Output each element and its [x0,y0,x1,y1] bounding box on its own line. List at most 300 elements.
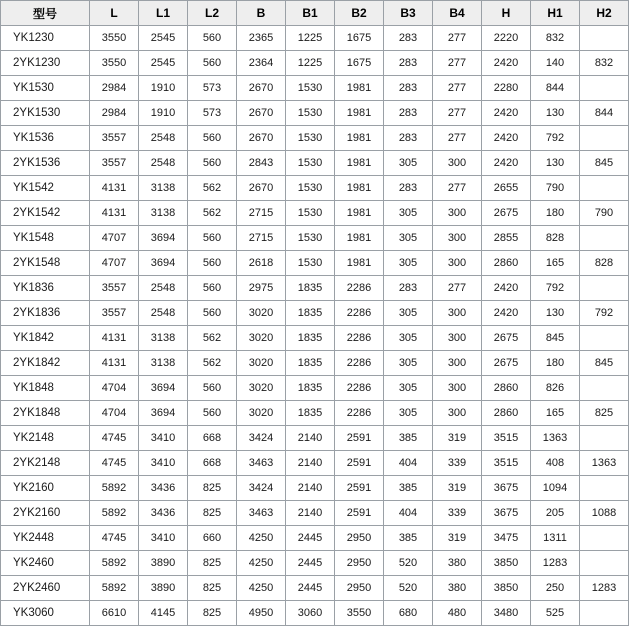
dimension-cell: 283 [384,176,433,201]
dimension-cell: 1910 [139,76,188,101]
dimension-cell: 2545 [139,51,188,76]
dimension-cell: 792 [531,126,580,151]
dimension-cell: 1981 [335,76,384,101]
dimension-cell: 1835 [286,326,335,351]
dimension-cell: 3463 [237,451,286,476]
dimension-cell: 2591 [335,451,384,476]
dimension-cell: 305 [384,151,433,176]
dimension-cell: 3850 [482,576,531,601]
dimension-cell: 2984 [90,101,139,126]
dimension-cell: 1530 [286,176,335,201]
model-name-cell: 2YK1548 [1,251,90,276]
model-name-cell: YK1536 [1,126,90,151]
dimension-cell: 828 [580,251,629,276]
dimension-cell: 305 [384,301,433,326]
model-name-cell: 2YK1230 [1,51,90,76]
table-row [1,126,629,151]
dimension-cell: 4704 [90,376,139,401]
table-row [1,576,629,601]
dimension-cell: 844 [531,76,580,101]
dimension-cell: 1981 [335,101,384,126]
dimension-cell: 2548 [139,276,188,301]
dimension-cell: 2280 [482,76,531,101]
dimension-cell: 3060 [286,601,335,626]
dimension-cell: 826 [531,376,580,401]
column-header-b4: B4 [433,1,482,26]
table-row [1,276,629,301]
dimension-cell: 562 [188,201,237,226]
dimension-cell: 1530 [286,101,335,126]
dimension-cell: 385 [384,526,433,551]
table-row [1,326,629,351]
dimension-cell: 3694 [139,226,188,251]
dimension-cell: 140 [531,51,580,76]
dimension-cell: 2286 [335,401,384,426]
dimension-cell: 2670 [237,126,286,151]
dimension-cell: 1530 [286,226,335,251]
dimension-cell: 319 [433,426,482,451]
column-header-b: B [237,1,286,26]
dimension-cell: 3480 [482,601,531,626]
dimension-cell: 560 [188,251,237,276]
dimension-cell: 4707 [90,226,139,251]
dimension-cell: 3694 [139,251,188,276]
dimension-cell: 277 [433,276,482,301]
dimension-cell: 2591 [335,501,384,526]
dimension-cell: 4131 [90,326,139,351]
dimension-cell: 380 [433,551,482,576]
table-row [1,201,629,226]
dimension-cell: 2975 [237,276,286,301]
dimension-cell: 3694 [139,401,188,426]
dimension-cell: 2420 [482,151,531,176]
dimension-cell: 305 [384,376,433,401]
dimension-cell: 3410 [139,426,188,451]
dimension-cell: 1981 [335,251,384,276]
dimension-cell: 2860 [482,251,531,276]
dimension-cell [580,276,629,301]
dimension-cell: 408 [531,451,580,476]
dimension-cell: 3410 [139,451,188,476]
dimension-cell: 283 [384,276,433,301]
dimension-cell [580,226,629,251]
dimension-cell: 2140 [286,451,335,476]
dimension-cell: 3557 [90,276,139,301]
dimension-cell: 1835 [286,401,335,426]
dimension-cell: 832 [531,26,580,51]
dimension-cell: 825 [188,551,237,576]
dimension-cell: 3020 [237,301,286,326]
dimension-cell: 385 [384,476,433,501]
table-row [1,251,629,276]
dimension-cell: 660 [188,526,237,551]
dimension-cell: 3436 [139,476,188,501]
dimension-cell: 1283 [531,551,580,576]
dimension-cell: 130 [531,151,580,176]
dimension-cell: 2591 [335,426,384,451]
dimension-cell: 283 [384,51,433,76]
model-name-cell: YK1848 [1,376,90,401]
dimension-cell: 277 [433,76,482,101]
dimension-cell: 283 [384,76,433,101]
table-row [1,601,629,626]
dimension-cell: 165 [531,251,580,276]
dimension-cell: 792 [531,276,580,301]
dimension-cell: 1311 [531,526,580,551]
dimension-cell: 560 [188,401,237,426]
dimension-cell [580,601,629,626]
dimension-cell: 277 [433,176,482,201]
column-header-h: H [482,1,531,26]
dimension-cell: 1530 [286,251,335,276]
dimension-cell: 1835 [286,351,335,376]
dimension-cell [580,476,629,501]
model-name-cell: 2YK2160 [1,501,90,526]
dimension-cell [580,526,629,551]
dimension-cell: 560 [188,51,237,76]
model-name-cell: 2YK2148 [1,451,90,476]
model-name-cell: YK2148 [1,426,90,451]
model-name-cell: YK2448 [1,526,90,551]
dimension-cell: 2286 [335,376,384,401]
table-row [1,426,629,451]
dimension-cell: 2364 [237,51,286,76]
dimension-cell: 1981 [335,201,384,226]
dimension-cell: 2670 [237,101,286,126]
column-header-b1: B1 [286,1,335,26]
model-name-cell: 2YK1836 [1,301,90,326]
dimension-cell: 1530 [286,201,335,226]
dimension-cell: 3138 [139,176,188,201]
dimension-cell: 339 [433,501,482,526]
dimension-cell: 2445 [286,576,335,601]
dimension-cell: 5892 [90,501,139,526]
dimension-cell: 2950 [335,526,384,551]
dimension-cell: 2140 [286,426,335,451]
model-name-cell: YK1548 [1,226,90,251]
dimension-cell [580,76,629,101]
dimension-cell: 305 [384,201,433,226]
model-name-cell: 2YK1842 [1,351,90,376]
dimension-cell: 3475 [482,526,531,551]
dimension-cell: 845 [580,351,629,376]
dimension-cell: 1530 [286,76,335,101]
table-row [1,226,629,251]
dimension-cell: 3515 [482,426,531,451]
dimension-cell: 4745 [90,451,139,476]
dimension-cell: 277 [433,26,482,51]
dimension-cell [580,376,629,401]
table-row [1,101,629,126]
dimension-cell: 5892 [90,476,139,501]
dimension-cell: 3850 [482,551,531,576]
model-name-cell: 2YK1530 [1,101,90,126]
dimension-cell: 4950 [237,601,286,626]
dimension-cell: 2420 [482,51,531,76]
dimension-cell: 300 [433,351,482,376]
dimension-cell: 6610 [90,601,139,626]
dimension-cell: 2445 [286,526,335,551]
dimension-cell: 2618 [237,251,286,276]
dimension-cell: 3550 [335,601,384,626]
column-header-l2: L2 [188,1,237,26]
model-name-cell: YK2460 [1,551,90,576]
dimension-cell: 2545 [139,26,188,51]
dimension-cell: 560 [188,226,237,251]
model-name-cell: 2YK1848 [1,401,90,426]
dimension-cell [580,326,629,351]
dimension-cell: 3410 [139,526,188,551]
table-row [1,26,629,51]
model-name-cell: YK1542 [1,176,90,201]
dimension-cell: 404 [384,451,433,476]
column-header-b2: B2 [335,1,384,26]
dimension-cell: 339 [433,451,482,476]
table-row [1,51,629,76]
dimension-cell: 2860 [482,401,531,426]
dimension-cell: 1981 [335,126,384,151]
dimension-cell: 5892 [90,551,139,576]
dimension-cell: 520 [384,576,433,601]
dimension-cell: 560 [188,301,237,326]
dimension-cell: 3020 [237,351,286,376]
model-name-cell: YK1230 [1,26,90,51]
model-name-cell: 2YK1542 [1,201,90,226]
dimension-cell: 1981 [335,226,384,251]
dimension-cell: 3557 [90,126,139,151]
dimension-cell: 283 [384,126,433,151]
dimension-cell: 1675 [335,26,384,51]
dimension-cell [580,176,629,201]
dimension-cell: 3138 [139,326,188,351]
dimension-cell: 1835 [286,276,335,301]
model-name-cell: YK1530 [1,76,90,101]
model-name-cell: 2YK1536 [1,151,90,176]
dimension-cell: 1094 [531,476,580,501]
dimension-cell: 5892 [90,576,139,601]
dimension-cell [580,26,629,51]
table-header [1,1,629,26]
dimension-cell: 305 [384,401,433,426]
dimension-cell: 404 [384,501,433,526]
table-row [1,351,629,376]
dimension-cell: 165 [531,401,580,426]
dimension-cell: 2950 [335,551,384,576]
dimension-cell: 305 [384,326,433,351]
table-row [1,501,629,526]
dimension-cell [580,426,629,451]
dimension-cell: 380 [433,576,482,601]
dimension-cell: 1530 [286,151,335,176]
dimension-cell: 130 [531,301,580,326]
dimension-cell: 844 [580,101,629,126]
dimension-cell: 825 [188,601,237,626]
dimension-cell: 283 [384,26,433,51]
dimension-cell: 3890 [139,551,188,576]
dimension-cell: 300 [433,301,482,326]
dimension-cell: 828 [531,226,580,251]
dimension-cell: 283 [384,101,433,126]
dimension-cell: 4704 [90,401,139,426]
dimension-cell: 2286 [335,301,384,326]
dimension-cell: 2950 [335,576,384,601]
dimension-cell: 2548 [139,301,188,326]
dimension-cell: 1675 [335,51,384,76]
dimension-cell: 205 [531,501,580,526]
dimension-cell: 300 [433,376,482,401]
model-name-cell: YK1836 [1,276,90,301]
dimension-cell: 4145 [139,601,188,626]
table-row [1,151,629,176]
dimension-cell: 668 [188,451,237,476]
dimension-cell: 3020 [237,326,286,351]
dimension-cell: 560 [188,151,237,176]
dimension-cell: 1363 [531,426,580,451]
dimension-cell: 2420 [482,126,531,151]
table-body [1,26,629,626]
dimension-cell: 1530 [286,126,335,151]
dimension-cell: 300 [433,251,482,276]
dimension-cell: 3550 [90,51,139,76]
dimension-cell: 2675 [482,201,531,226]
dimension-cell: 277 [433,51,482,76]
table-row [1,526,629,551]
table-row [1,76,629,101]
table-row [1,451,629,476]
dimension-cell [580,551,629,576]
dimension-cell: 3550 [90,26,139,51]
dimension-cell: 300 [433,226,482,251]
dimension-cell: 680 [384,601,433,626]
dimension-cell: 3675 [482,476,531,501]
dimension-cell: 1981 [335,176,384,201]
dimension-cell: 573 [188,101,237,126]
dimension-cell: 825 [188,501,237,526]
dimension-cell: 4745 [90,526,139,551]
dimension-cell: 305 [384,351,433,376]
table-header-row [1,1,629,26]
dimension-cell: 3138 [139,201,188,226]
dimension-cell: 4707 [90,251,139,276]
dimension-cell: 4250 [237,526,286,551]
model-name-cell: 2YK2460 [1,576,90,601]
dimension-cell: 4745 [90,426,139,451]
dimension-cell: 385 [384,426,433,451]
dimension-cell: 2420 [482,301,531,326]
dimension-cell: 180 [531,351,580,376]
dimension-cell: 277 [433,126,482,151]
dimension-cell: 560 [188,276,237,301]
dimension-cell: 3675 [482,501,531,526]
dimension-cell: 3138 [139,351,188,376]
dimension-cell: 792 [580,301,629,326]
dimension-cell: 562 [188,351,237,376]
dimension-cell: 3557 [90,151,139,176]
dimension-cell: 3436 [139,501,188,526]
dimension-cell: 2286 [335,326,384,351]
column-header-l: L [90,1,139,26]
dimension-cell: 2715 [237,226,286,251]
model-name-cell: YK1842 [1,326,90,351]
dimension-cell: 3515 [482,451,531,476]
dimension-cell: 4250 [237,551,286,576]
dimension-cell: 825 [188,476,237,501]
table-row [1,301,629,326]
dimension-cell: 2286 [335,276,384,301]
table-row [1,476,629,501]
dimension-cell: 319 [433,476,482,501]
dimension-cell: 2445 [286,551,335,576]
dimension-cell: 825 [580,401,629,426]
dimension-cell: 3020 [237,401,286,426]
dimension-cell: 3424 [237,476,286,501]
column-header-h2: H2 [580,1,629,26]
dimension-cell: 2675 [482,326,531,351]
dimension-cell: 2984 [90,76,139,101]
dimension-cell: 790 [580,201,629,226]
dimension-cell: 832 [580,51,629,76]
dimension-cell: 560 [188,376,237,401]
dimension-cell: 250 [531,576,580,601]
column-header-h1: H1 [531,1,580,26]
dimension-cell: 319 [433,526,482,551]
table-row [1,376,629,401]
dimension-cell: 2365 [237,26,286,51]
dimension-cell: 2140 [286,476,335,501]
model-name-cell: YK2160 [1,476,90,501]
dimension-cell: 525 [531,601,580,626]
table-row [1,176,629,201]
dimension-cell: 3424 [237,426,286,451]
dimension-cell: 300 [433,151,482,176]
dimension-cell [580,126,629,151]
dimension-cell: 3557 [90,301,139,326]
table-row [1,551,629,576]
dimension-cell: 4131 [90,351,139,376]
dimension-cell: 180 [531,201,580,226]
dimension-cell: 4131 [90,176,139,201]
dimension-cell: 1363 [580,451,629,476]
dimension-cell: 1910 [139,101,188,126]
dimension-cell: 668 [188,426,237,451]
dimension-cell: 2843 [237,151,286,176]
dimension-cell: 1088 [580,501,629,526]
dimension-cell: 130 [531,101,580,126]
dimension-cell: 790 [531,176,580,201]
column-header-l1: L1 [139,1,188,26]
dimension-cell: 300 [433,201,482,226]
dimension-cell: 1225 [286,51,335,76]
dimension-cell: 3463 [237,501,286,526]
dimension-cell: 3890 [139,576,188,601]
column-header-model: 型号 [1,1,90,26]
dimension-cell: 2670 [237,76,286,101]
dimension-cell: 2670 [237,176,286,201]
dimension-cell: 2675 [482,351,531,376]
dimension-cell: 300 [433,401,482,426]
dimension-cell: 2220 [482,26,531,51]
dimension-cell: 1835 [286,376,335,401]
dimension-cell: 520 [384,551,433,576]
dimension-cell: 1981 [335,151,384,176]
dimension-cell: 300 [433,326,482,351]
dimension-cell: 2715 [237,201,286,226]
dimension-cell: 2420 [482,101,531,126]
dimension-cell: 2855 [482,226,531,251]
dimension-cell: 2420 [482,276,531,301]
dimension-cell: 305 [384,251,433,276]
dimension-cell: 1835 [286,301,335,326]
